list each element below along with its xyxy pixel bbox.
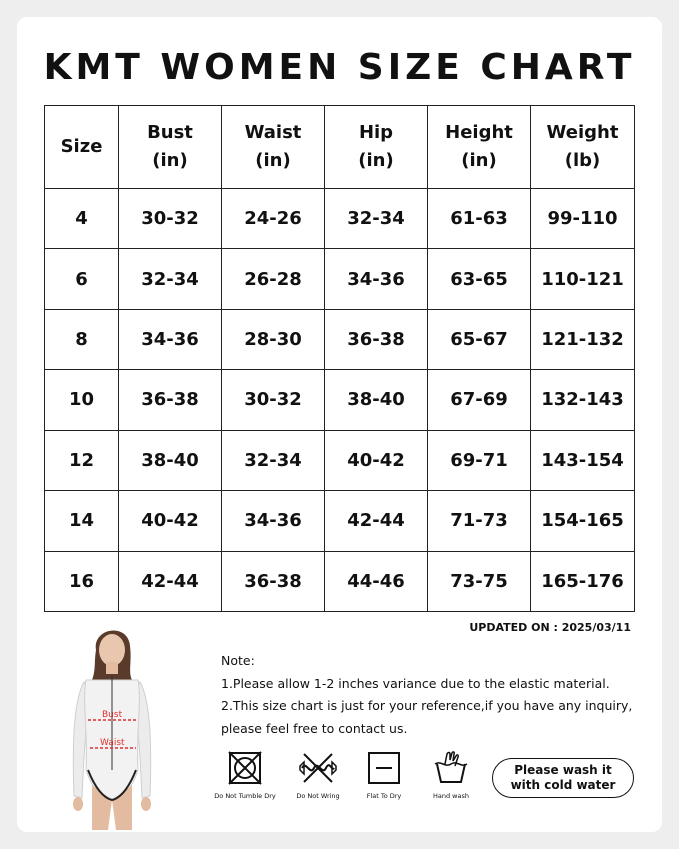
table-header-row: [45, 106, 635, 189]
no-wring-icon: [298, 750, 338, 786]
header-height: Height (in): [428, 106, 531, 189]
table-cell: 65-67: [428, 309, 531, 369]
badge-line-2: with cold water: [510, 778, 616, 792]
notes: [221, 650, 641, 740]
table-row: [45, 370, 635, 430]
no-tumble-dry-icon: [227, 750, 263, 786]
table-cell: 32-34: [222, 430, 325, 490]
table-cell: 12: [45, 430, 119, 490]
table-cell: 34-36: [119, 309, 222, 369]
notes-line-1: 1.Please allow 1-2 inches variance due to the elastic material.: [221, 675, 610, 691]
table-cell: 165-176: [531, 551, 635, 611]
table-cell: 8: [45, 309, 119, 369]
table-cell: 26-28: [222, 249, 325, 309]
table-cell: 154-165: [531, 491, 635, 551]
table-row: [45, 491, 635, 551]
badge-line-1: Please wash it: [514, 763, 612, 777]
table-row: [45, 189, 635, 249]
table-cell: 40-42: [325, 430, 428, 490]
table-cell: 69-71: [428, 430, 531, 490]
table-cell: 30-32: [119, 189, 222, 249]
header-waist: Waist (in): [222, 106, 325, 189]
table-cell: 67-69: [428, 370, 531, 430]
header-hip: Hip (in): [325, 106, 428, 189]
table-cell: 24-26: [222, 189, 325, 249]
table-cell: 32-34: [119, 249, 222, 309]
table-cell: 34-36: [222, 491, 325, 551]
table-cell: 40-42: [119, 491, 222, 551]
care-no-tumble-dry: [213, 750, 277, 800]
table-row: [45, 249, 635, 309]
waist-label: Waist: [100, 738, 125, 748]
table-cell: 132-143: [531, 370, 635, 430]
table-cell: 34-36: [325, 249, 428, 309]
care-caption: Hand wash: [433, 792, 469, 800]
size-table: [44, 105, 635, 612]
table-cell: 71-73: [428, 491, 531, 551]
header-weight: Weight (lb): [531, 106, 635, 189]
care-no-wring: [286, 750, 350, 800]
bust-label: Bust: [102, 710, 123, 720]
table-cell: 36-38: [222, 551, 325, 611]
care-hand-wash: [419, 750, 483, 800]
table-cell: 36-38: [325, 309, 428, 369]
table-cell: 16: [45, 551, 119, 611]
table-cell: 61-63: [428, 189, 531, 249]
flat-dry-icon: [366, 750, 402, 786]
notes-heading: Note:: [221, 653, 255, 668]
care-caption: Do Not Wring: [296, 792, 340, 800]
table-row: [45, 551, 635, 611]
table-cell: 30-32: [222, 370, 325, 430]
table-cell: 44-46: [325, 551, 428, 611]
table-cell: 121-132: [531, 309, 635, 369]
page-title: KMT WOMEN SIZE CHART: [43, 47, 636, 88]
table-cell: 38-40: [119, 430, 222, 490]
care-caption: Flat To Dry: [366, 792, 402, 800]
table-cell: 143-154: [531, 430, 635, 490]
notes-line-2: 2.This size chart is just for your reference,if you have any inquiry,: [221, 698, 633, 713]
cold-water-badge: [492, 758, 634, 798]
table-cell: 32-34: [325, 189, 428, 249]
model-illustration: [62, 620, 162, 830]
table-cell: 36-38: [119, 370, 222, 430]
care-caption: Do Not Tumble Dry: [214, 792, 276, 800]
notes-line-3: please feel free to contact us.: [221, 720, 408, 736]
table-cell: 10: [45, 370, 119, 430]
table-cell: 42-44: [325, 491, 428, 551]
table-row: [45, 309, 635, 369]
header-bust: Bust (in): [119, 106, 222, 189]
updated-date: UPDATED ON : 2025/03/11: [469, 621, 631, 634]
table-cell: 42-44: [119, 551, 222, 611]
table-row: [45, 430, 635, 490]
table-cell: 110-121: [531, 249, 635, 309]
table-cell: 99-110: [531, 189, 635, 249]
table-cell: 14: [45, 491, 119, 551]
table-cell: 6: [45, 249, 119, 309]
table-cell: 73-75: [428, 551, 531, 611]
hand-wash-icon: [431, 750, 471, 786]
header-size: Size: [45, 106, 119, 189]
table-cell: 63-65: [428, 249, 531, 309]
table-cell: 28-30: [222, 309, 325, 369]
care-flat-dry: [352, 750, 416, 800]
table-cell: 38-40: [325, 370, 428, 430]
table-cell: 4: [45, 189, 119, 249]
